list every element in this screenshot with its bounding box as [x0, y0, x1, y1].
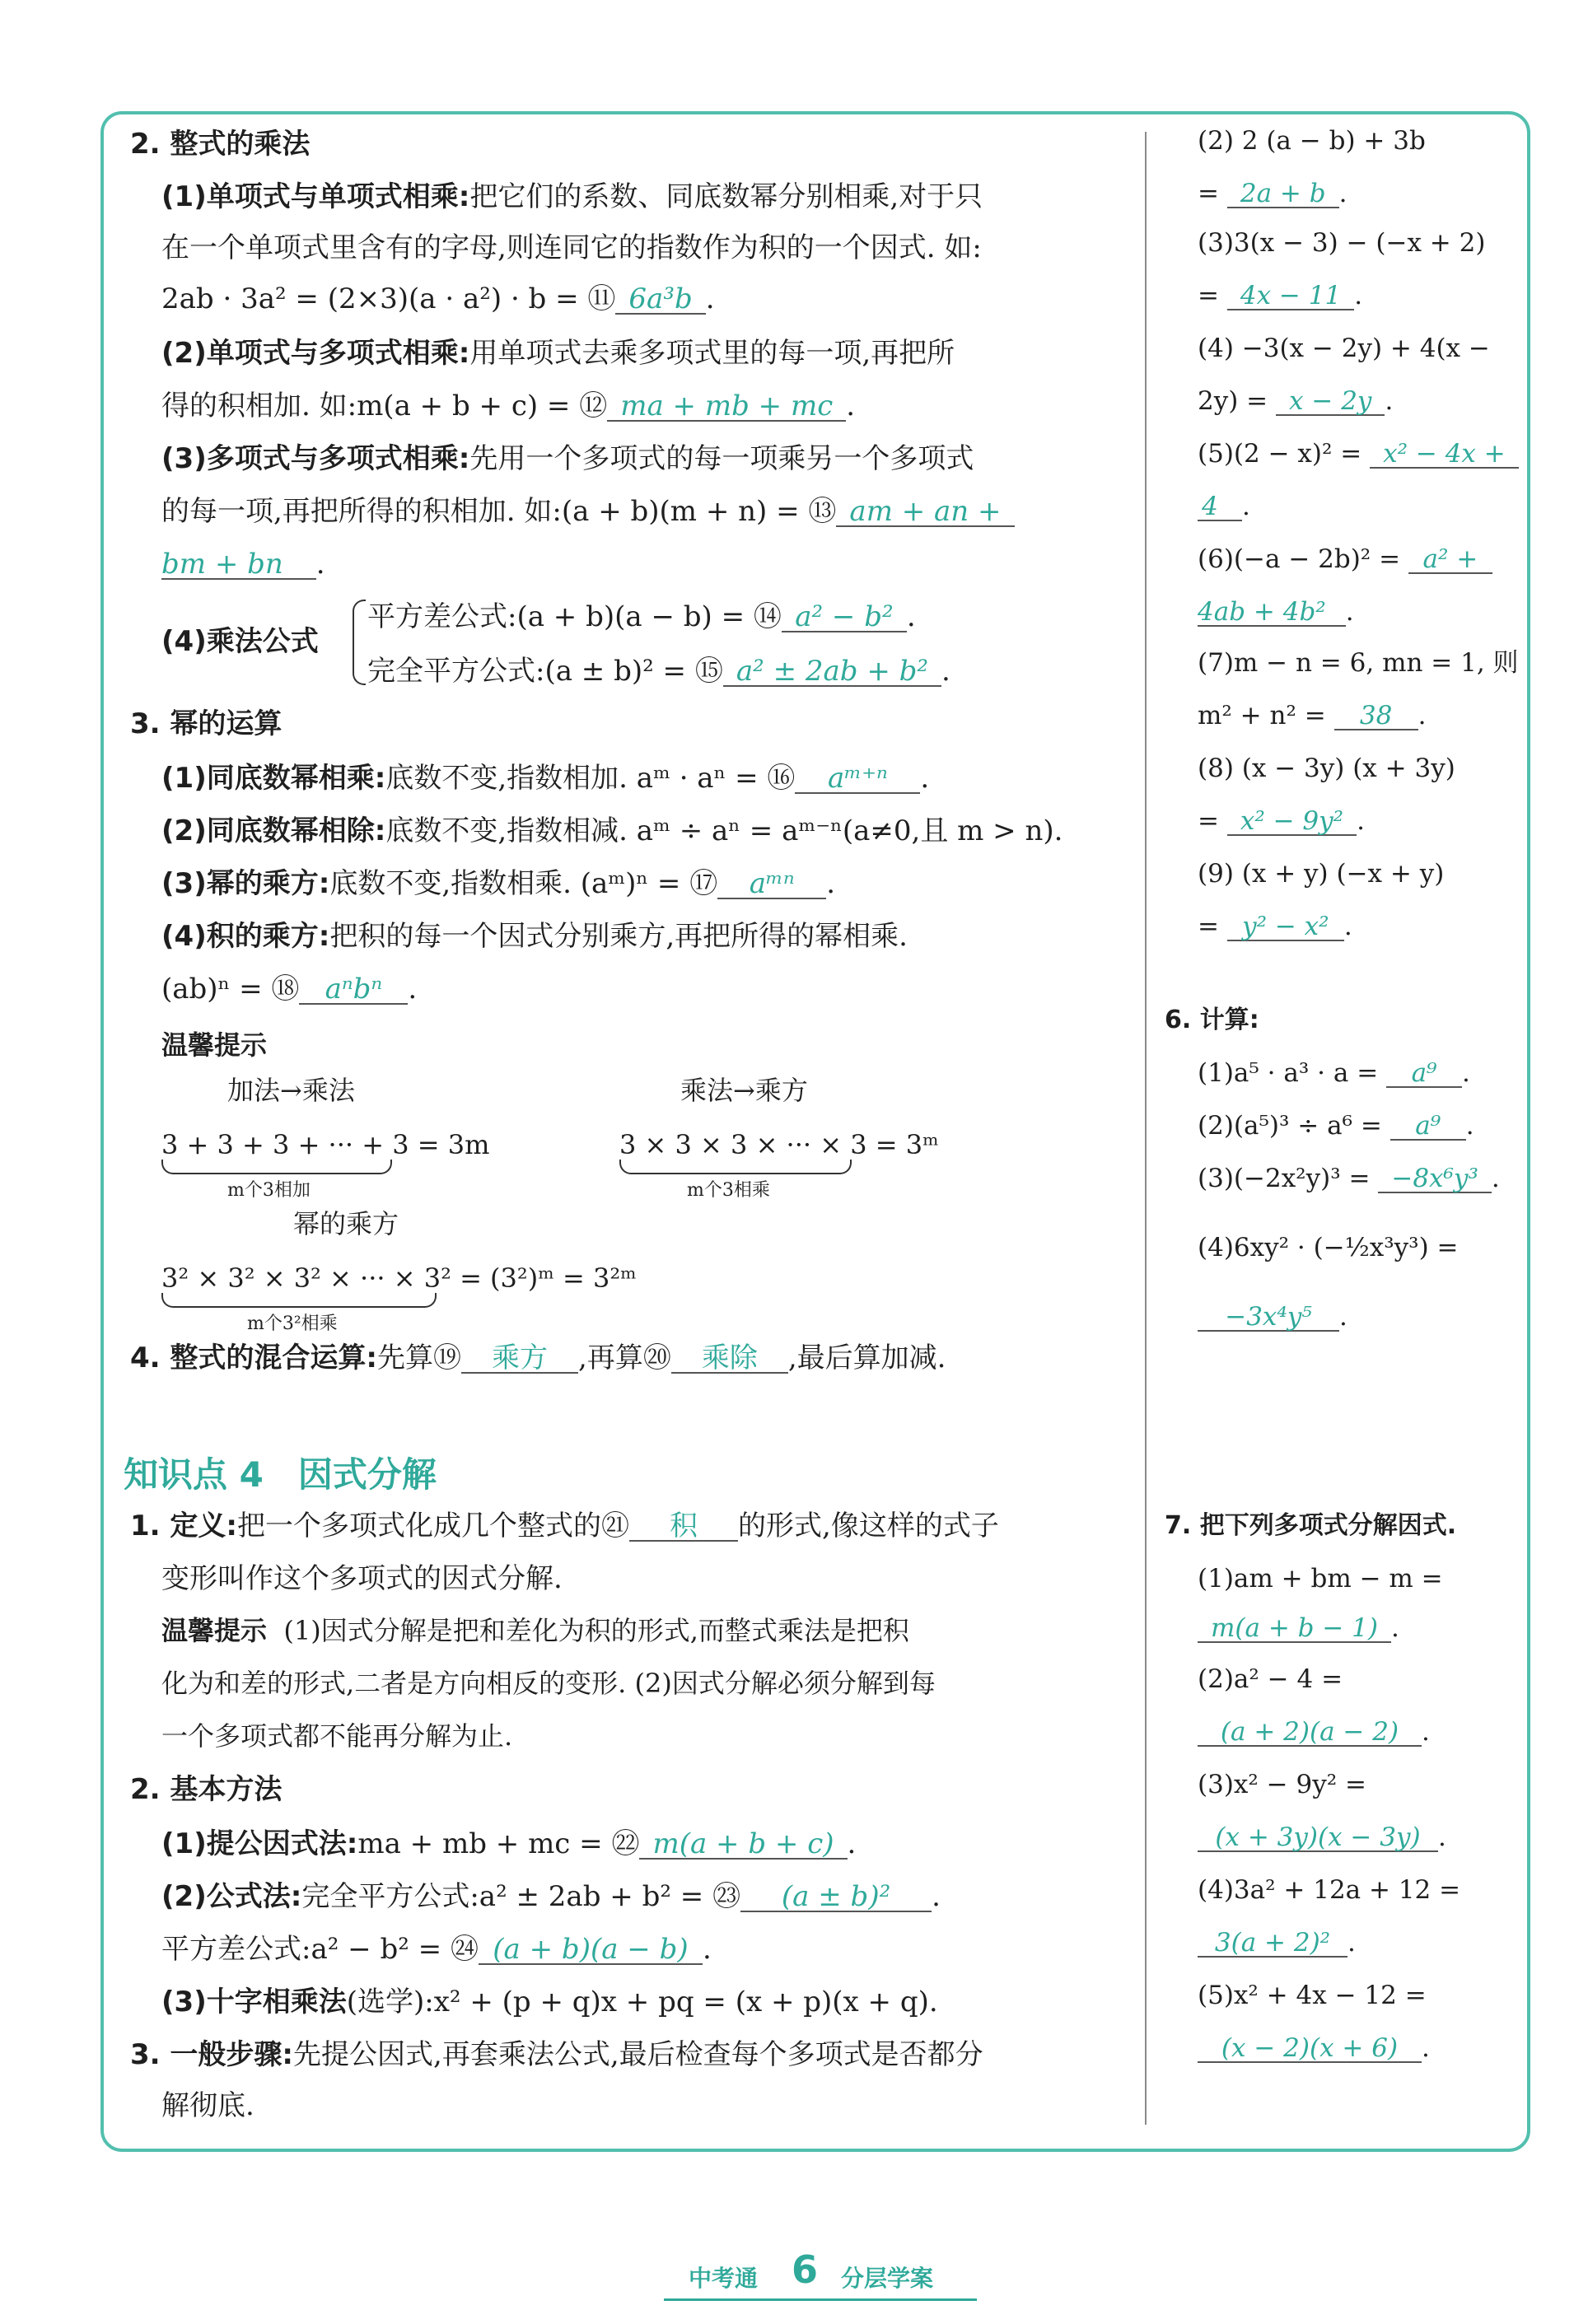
- q7-line1: (7)m − n = 6, mn = 1, 则: [1198, 648, 1519, 678]
- section-2-title: 2. 整式的乘法: [130, 128, 311, 161]
- c7-2-answer-line: (a + 2)(a − 2) .: [1198, 1720, 1430, 1747]
- answer-21: 积: [629, 1512, 738, 1542]
- footer-right: 分层学案: [841, 2265, 934, 2292]
- c7-1-answer-line: m(a + b − 1) .: [1198, 1616, 1399, 1643]
- c6-3-answer: −8x⁶y³: [1378, 1166, 1492, 1193]
- c6-3: (3)(−2x²y)³ = −8x⁶y³ .: [1198, 1164, 1500, 1193]
- q3-answer-line: = 4x − 11 .: [1198, 281, 1363, 310]
- f1-line1: [130, 1512, 999, 1542]
- s4-text-c: ,最后算加减.: [787, 1342, 946, 1374]
- f2-p2-label: (2)公式法:: [161, 1880, 302, 1913]
- q6-line1: [1198, 544, 1492, 574]
- answer-16: aᵐ⁺ⁿ: [795, 764, 920, 794]
- s3-p4: [161, 920, 908, 953]
- c7-5-answer-line: (x − 2)(x + 6) .: [1198, 2036, 1430, 2063]
- page-number: 6: [792, 2247, 819, 2292]
- f2-p2b-text: 平方差公式:a² − b² = ㉔: [161, 1933, 479, 1966]
- c6-4-answer: −3x⁴y⁵: [1198, 1304, 1339, 1332]
- answer-13b: bm + bn: [161, 550, 316, 580]
- s2-p1-text: 把它们的系数、同底数幂分别相乘,对于只: [469, 180, 983, 213]
- c7-4-expr: (4)3a² + 12a + 12 =: [1198, 1875, 1461, 1905]
- c6-3-expr: (3)(−2x²y)³ =: [1198, 1164, 1371, 1193]
- f2-p1-label: (1)提公因式法:: [161, 1827, 358, 1860]
- s2-p1-line2: 在一个单项式里含有的字母,则连同它的指数作为积的一个因式. 如:: [161, 231, 982, 264]
- answer-15: a² ± 2ab + b²: [723, 657, 941, 687]
- section-3-title: 3. 幂的运算: [130, 707, 283, 740]
- s3-p1-text: 底数不变,指数相加. aᵐ · aⁿ = ⑯: [385, 762, 796, 795]
- c7-4-answer: 3(a + 2)²: [1198, 1930, 1347, 1958]
- c7-1-answer: m(a + b − 1): [1198, 1616, 1391, 1643]
- s3-p3: (3)幂的乘方:底数不变,指数相乘. (aᵐ)ⁿ = ⑰ aᵐⁿ .: [161, 867, 836, 900]
- s4-text-b: ,再算⑳: [578, 1342, 671, 1374]
- s3-p1: (1)同底数幂相乘:底数不变,指数相加. aᵐ · aⁿ = ⑯ aᵐ⁺ⁿ .: [161, 762, 930, 795]
- s3-p4-example: (ab)ⁿ = ⑱: [161, 973, 300, 1006]
- s2-p3-example: 的每一项,再把所得的积相加. 如:(a + b)(m + n) = ⑬: [161, 495, 837, 528]
- s2-p4-sq: 平方差公式:(a + b)(a − b) = ⑭ a² − b² .: [367, 600, 916, 633]
- q2-answer-line: = 2a + b .: [1198, 179, 1347, 208]
- s3-p3-text: 底数不变,指数相乘. (aᵐ)ⁿ = ⑰: [329, 867, 718, 900]
- s4-text-a: 先算⑲: [377, 1342, 462, 1374]
- answer-13a: am + an +: [836, 497, 1014, 527]
- formula-brace: [353, 600, 366, 685]
- q7-line2: m² + n² = 38 .: [1198, 701, 1427, 730]
- c7-4-answer-line: 3(a + 2)² .: [1198, 1930, 1356, 1958]
- q4-answer: x − 2y: [1276, 389, 1385, 416]
- f2-p1: (1)提公因式法:ma + mb + mc = ㉒ m(a + b + c) .: [161, 1827, 857, 1860]
- section-4: [130, 1344, 946, 1374]
- q9-answer: y² − x²: [1227, 914, 1344, 941]
- s2-p2-label: (2)单项式与多项式相乘:: [161, 337, 470, 370]
- c6-1-expr: (1)a⁵ · a³ · a =: [1198, 1058, 1379, 1088]
- q7-expr: m² + n² =: [1198, 701, 1326, 730]
- answer-12: ma + mb + mc: [607, 392, 846, 422]
- q5-line1: [1198, 441, 1519, 469]
- f-tip-text-a: (1)因式分解是把和差化为积的形式,而整式乘法是把积: [283, 1615, 909, 1646]
- q6-answer-1: a² +: [1408, 547, 1492, 574]
- page-footer: [664, 2247, 977, 2294]
- s3-p4-text: 把积的每一个因式分别乘方,再把所得的幂相乘.: [329, 920, 908, 953]
- s2-p2-example: 得的积相加. 如:m(a + b + c) = ⑫: [161, 390, 608, 422]
- f-tip-line2: 化为和差的形式,二者是方向相反的变形. (2)因式分解必须分解到每: [161, 1668, 936, 1699]
- s2-p2-text: 用单项式去乘多项式里的每一项,再把所: [469, 337, 955, 370]
- q6-line2: 4ab + 4b² .: [1198, 597, 1354, 627]
- q9-answer-line: = y² − x² .: [1198, 912, 1352, 941]
- answer-19: 乘方: [461, 1344, 578, 1374]
- s3-p2-label: (2)同底数幂相除:: [161, 814, 386, 847]
- tip-eq1: 3 + 3 + 3 + ··· + 3 = 3m: [161, 1129, 490, 1160]
- s2-p3-line3: bm + bn .: [161, 548, 325, 581]
- c6-2-answer: a⁹: [1390, 1113, 1466, 1141]
- s2-p4-label: (4)乘法公式: [161, 625, 319, 658]
- tip-eq2: 3 × 3 × 3 × ··· × 3 = 3ᵐ: [619, 1129, 939, 1160]
- s3-p4-line2: (ab)ⁿ = ⑱ aⁿbⁿ .: [161, 973, 418, 1006]
- s4-label: 4. 整式的混合运算:: [130, 1342, 378, 1374]
- c7-3-expr: (3)x² − 9y² =: [1198, 1770, 1366, 1799]
- f3-text: 先提公因式,再套乘法公式,最后检查每个多项式是否都分: [293, 2038, 983, 2071]
- c7-3-answer-line: (x + 3y)(x − 3y) .: [1198, 1825, 1446, 1852]
- footer-left: 中考通: [689, 2265, 759, 2292]
- c6-2: (2)(a⁵)³ ÷ a⁶ = a⁹ .: [1198, 1111, 1474, 1141]
- c6-1: (1)a⁵ · a³ · a = a⁹ .: [1198, 1058, 1470, 1088]
- f2-p2: (2)公式法:完全平方公式:a² ± 2ab + b² = ㉓ (a ± b)² .: [161, 1880, 941, 1913]
- s2-p3-line1: [161, 442, 974, 475]
- s2-p1-example: 2ab · 3a² = (2×3)(a · a²) · b = ⑪: [161, 282, 616, 315]
- c7-3-answer: (x + 3y)(x − 3y): [1198, 1825, 1438, 1852]
- f-tip-line1: [161, 1617, 909, 1644]
- f2-p3: [161, 1988, 938, 2016]
- q4-expr-b: 2y) =: [1198, 386, 1268, 416]
- s2-p3-label: (3)多项式与多项式相乘:: [161, 442, 470, 475]
- q4-answer-line: 2y) = x − 2y .: [1198, 386, 1394, 416]
- c6-1-answer: a⁹: [1386, 1061, 1462, 1088]
- answer-23: (a ± b)²: [740, 1883, 932, 1912]
- c7-2-expr: (2)a² − 4 =: [1198, 1664, 1343, 1694]
- f1-label: 1. 定义:: [130, 1510, 238, 1542]
- c7-1-expr: (1)am + bm − m =: [1198, 1564, 1443, 1594]
- c6-4-expr: (4)6xy² · (−½x³y³) =: [1198, 1233, 1459, 1262]
- column-divider: [1145, 132, 1147, 2125]
- tip-mul-to-pow: 乘法→乘方: [680, 1075, 808, 1106]
- c6-4-answer-line: −3x⁴y⁵ .: [1198, 1304, 1347, 1332]
- q5-answer-2: 4: [1198, 494, 1242, 521]
- answer-24: (a + b)(a − b): [479, 1935, 703, 1965]
- c7-2-answer: (a + 2)(a − 2): [1198, 1720, 1422, 1747]
- s2-p1-line1: [161, 180, 983, 213]
- f1-text-b: 的形式,像这样的式子: [738, 1510, 999, 1542]
- tip-title: 温馨提示: [161, 1029, 268, 1061]
- s2-p1-label: (1)单项式与单项式相乘:: [161, 180, 470, 213]
- s3-p3-label: (3)幂的乘方:: [161, 867, 330, 900]
- f2-p2b: 平方差公式:a² − b² = ㉔ (a + b)(a − b) .: [161, 1933, 712, 1966]
- s2-p4-full: 完全平方公式:(a ± b)² = ⑮ a² ± 2ab + b² .: [367, 655, 950, 688]
- c7-5-answer: (x − 2)(x + 6): [1198, 2036, 1422, 2063]
- q2-expr: (2) 2 (a − b) + 3b: [1198, 126, 1426, 156]
- s3-p2-text: 底数不变,指数相减. aᵐ ÷ aⁿ = aᵐ⁻ⁿ(a≠0,且 m > n).: [385, 814, 1063, 847]
- q5-answer-1: x² − 4x +: [1370, 441, 1519, 469]
- calc-6-title: 6. 计算:: [1165, 1006, 1259, 1034]
- f1-line2: 变形叫作这个多项式的因式分解.: [161, 1562, 563, 1595]
- q8-expr: (8) (x − 3y) (x + 3y): [1198, 754, 1455, 783]
- f2-p3-text: (选学):x² + (p + q)x + pq = (x + p)(x + q).: [346, 1986, 938, 2018]
- tip-eq1-note: m个3相加: [227, 1180, 311, 1201]
- answer-11: 6a³b: [615, 285, 705, 315]
- f1-text-a: 把一个多项式化成几个整式的㉑: [237, 1510, 630, 1542]
- f2-p1-text: ma + mb + mc = ㉒: [357, 1827, 640, 1860]
- tip-add-to-mul: 加法→乘法: [227, 1075, 355, 1106]
- q3-expr: (3)3(x − 3) − (−x + 2): [1198, 228, 1486, 258]
- q4-expr: (4) −3(x − 2y) + 4(x −: [1198, 334, 1490, 363]
- perfect-square-formula: 完全平方公式:(a ± b)² = ⑮: [367, 655, 723, 688]
- q9-expr: (9) (x + y) (−x + y): [1198, 859, 1445, 889]
- answer-20: 乘除: [671, 1344, 788, 1374]
- footer-underline: [664, 2298, 977, 2301]
- underbrace-1: [161, 1160, 392, 1174]
- q8-answer-line: = x² − 9y² .: [1198, 806, 1365, 836]
- knowledge-point-4-title: 知识点 4 因式分解: [124, 1454, 437, 1495]
- underbrace-3: [161, 1293, 437, 1308]
- f-tip-label: 温馨提示: [161, 1615, 268, 1646]
- f3-label: 3. 一般步骤:: [130, 2038, 294, 2071]
- tip-eq3-note: m个3²相乘: [247, 1314, 338, 1334]
- s3-p2: [161, 814, 1063, 847]
- answer-18: aⁿbⁿ: [299, 975, 408, 1005]
- f-tip-line3: 一个多项式都不能再分解为止.: [161, 1720, 513, 1752]
- s2-p1-line3: 2ab · 3a² = (2×3)(a · a²) · b = ⑪ 6a³b .: [161, 282, 715, 315]
- s2-p3-line2: [161, 497, 1015, 527]
- s3-p4-label: (4)积的乘方:: [161, 920, 330, 953]
- q5-expr: (5)(2 − x)² =: [1198, 439, 1362, 469]
- s2-p2-line2: 得的积相加. 如:m(a + b + c) = ⑫ ma + mb + mc .: [161, 390, 856, 422]
- f2-title: 2. 基本方法: [130, 1773, 283, 1806]
- c7-5-expr: (5)x² + 4x − 12 =: [1198, 1981, 1427, 2010]
- q8-answer: x² − 9y²: [1227, 809, 1357, 836]
- f2-p2-text: 完全平方公式:a² ± 2ab + b² = ㉓: [301, 1880, 741, 1913]
- f2-p3-label: (3)十字相乘法: [161, 1986, 347, 2018]
- q7-answer: 38: [1334, 703, 1418, 730]
- s2-p2-line1: [161, 337, 955, 370]
- tip-eq2-note: m个3相乘: [687, 1180, 770, 1201]
- answer-14: a² − b²: [782, 603, 907, 632]
- tip-eq3: 3² × 3² × 3² × ··· × 3² = (3²)ᵐ = 3²ᵐ: [161, 1262, 637, 1294]
- q3-answer: 4x − 11: [1227, 283, 1354, 310]
- q5-line2: 4 .: [1198, 494, 1250, 521]
- sq-diff-formula: 平方差公式:(a + b)(a − b) = ⑭: [367, 600, 782, 633]
- underbrace-2: [619, 1160, 852, 1174]
- s3-p1-label: (1)同底数幂相乘:: [161, 762, 386, 795]
- f3-line2: 解彻底.: [161, 2089, 255, 2122]
- q6-answer-2: 4ab + 4b²: [1198, 600, 1346, 627]
- tip-pow-pow: 幂的乘方: [293, 1208, 399, 1239]
- answer-17: aᵐⁿ: [717, 870, 826, 899]
- c6-2-expr: (2)(a⁵)³ ÷ a⁶ =: [1198, 1111, 1382, 1141]
- q2-answer: 2a + b: [1227, 181, 1339, 208]
- answer-22: m(a + b + c): [639, 1830, 847, 1860]
- f3-line1: [130, 2038, 983, 2071]
- calc-7-title: 7. 把下列多项式分解因式.: [1165, 1511, 1457, 1540]
- s2-p3-text: 先用一个多项式的每一项乘另一个多项式: [469, 442, 974, 475]
- q6-expr: (6)(−a − 2b)² =: [1198, 544, 1401, 574]
